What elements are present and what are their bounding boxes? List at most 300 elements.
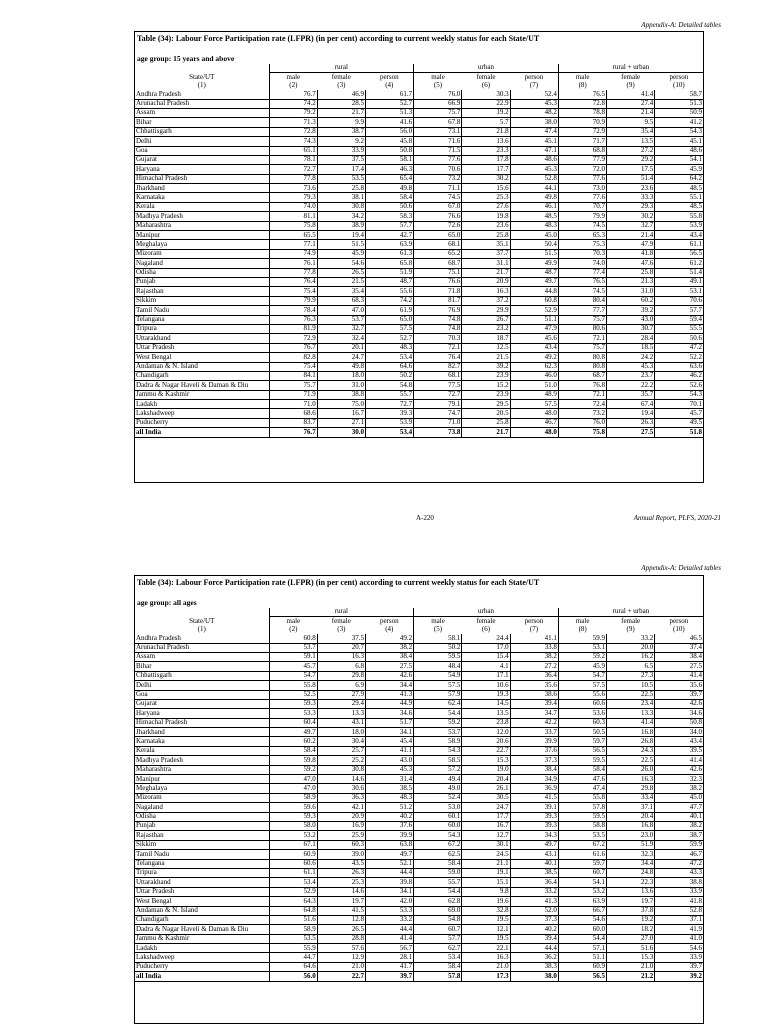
value-cell: 29.2 xyxy=(607,155,655,164)
value-cell: 26.7 xyxy=(462,315,510,324)
value-cell: 16.3 xyxy=(317,652,365,661)
value-cell: 21.7 xyxy=(462,428,510,437)
table-row xyxy=(135,287,703,296)
value-cell: 13.5 xyxy=(607,137,655,146)
value-cell: 45.0 xyxy=(510,231,558,240)
table-row xyxy=(135,756,703,765)
value-cell: 43.4 xyxy=(655,737,703,746)
value-cell: 39.4 xyxy=(510,699,558,708)
value-cell: 43.0 xyxy=(607,315,655,324)
value-cell: 44.4 xyxy=(510,944,558,953)
value-cell: 53.4 xyxy=(365,353,413,362)
value-cell: 34.4 xyxy=(607,859,655,868)
value-cell: 43.1 xyxy=(510,850,558,859)
value-cell: 46.9 xyxy=(317,90,365,99)
value-cell: 56.7 xyxy=(365,944,413,953)
value-cell: 47.4 xyxy=(558,784,606,793)
value-cell: 62.7 xyxy=(414,944,462,953)
value-cell: 16.8 xyxy=(607,728,655,737)
value-cell: 40.1 xyxy=(655,812,703,821)
value-cell: 54.4 xyxy=(414,887,462,896)
value-cell: 44.1 xyxy=(510,184,558,193)
table-row xyxy=(135,165,703,174)
column-number: (1) xyxy=(135,82,269,90)
value-cell: 75.8 xyxy=(269,221,317,230)
value-cell: 67.8 xyxy=(414,118,462,127)
value-cell: 72.4 xyxy=(558,400,606,409)
value-cell: 51.8 xyxy=(655,428,703,437)
value-cell: 65.3 xyxy=(558,231,606,240)
value-cell: 60.6 xyxy=(269,859,317,868)
value-cell: 55.7 xyxy=(365,390,413,399)
value-cell: 58.4 xyxy=(414,962,462,971)
value-cell: 38.4 xyxy=(655,652,703,661)
value-cell: 52.0 xyxy=(510,906,558,915)
value-cell: 17.0 xyxy=(462,643,510,652)
value-cell: 70.1 xyxy=(655,400,703,409)
value-cell: 9.8 xyxy=(462,887,510,896)
value-cell: 49.7 xyxy=(510,840,558,849)
value-cell: 52.1 xyxy=(365,859,413,868)
value-cell: 79.9 xyxy=(558,212,606,221)
value-cell: 12.5 xyxy=(462,343,510,352)
table-row xyxy=(135,193,703,202)
value-cell: 57.5 xyxy=(365,324,413,333)
value-cell: 20.5 xyxy=(462,409,510,418)
value-cell: 76.3 xyxy=(269,315,317,324)
value-cell: 54.4 xyxy=(414,709,462,718)
value-cell: 12.9 xyxy=(317,953,365,962)
value-cell: 19.2 xyxy=(607,915,655,924)
value-cell: 54.6 xyxy=(558,915,606,924)
value-cell: 45.3 xyxy=(607,362,655,371)
table-row xyxy=(135,362,703,371)
value-cell: 80.8 xyxy=(558,362,606,371)
value-cell: 25.8 xyxy=(317,184,365,193)
value-cell: 38.4 xyxy=(510,765,558,774)
table-row xyxy=(135,728,703,737)
value-cell: 42.6 xyxy=(655,765,703,774)
value-cell: 47.0 xyxy=(317,306,365,315)
value-cell: 54.3 xyxy=(655,127,703,136)
state-name-cell: all India xyxy=(135,972,269,981)
state-name-cell: Nagaland xyxy=(135,259,269,268)
value-cell: 46.0 xyxy=(510,371,558,380)
value-cell: 72.1 xyxy=(558,334,606,343)
value-cell: 52.7 xyxy=(365,99,413,108)
value-cell: 23.2 xyxy=(462,324,510,333)
value-cell: 41.5 xyxy=(510,793,558,802)
value-cell: 39.1 xyxy=(510,803,558,812)
sub-header: male xyxy=(269,617,317,626)
value-cell: 18.0 xyxy=(317,371,365,380)
value-cell: 55.8 xyxy=(558,793,606,802)
value-cell: 37.6 xyxy=(365,821,413,830)
value-cell: 47.2 xyxy=(655,859,703,868)
value-cell: 24.8 xyxy=(607,868,655,877)
value-cell: 48.9 xyxy=(510,390,558,399)
value-cell: 43.5 xyxy=(317,859,365,868)
value-cell: 68.6 xyxy=(269,409,317,418)
table-row xyxy=(135,878,703,887)
value-cell: 74.3 xyxy=(269,137,317,146)
value-cell: 58.9 xyxy=(269,925,317,934)
state-name-cell: Assam xyxy=(135,108,269,117)
value-cell: 53.1 xyxy=(655,287,703,296)
value-cell: 84.1 xyxy=(269,371,317,380)
value-cell: 33.2 xyxy=(607,634,655,643)
value-cell: 53.9 xyxy=(655,221,703,230)
state-name-cell: Meghalaya xyxy=(135,784,269,793)
value-cell: 59.5 xyxy=(558,756,606,765)
value-cell: 79.9 xyxy=(269,296,317,305)
value-cell: 75.4 xyxy=(269,287,317,296)
value-cell: 48.0 xyxy=(510,409,558,418)
value-cell: 34.9 xyxy=(510,775,558,784)
value-cell: 71.1 xyxy=(414,184,462,193)
total-row xyxy=(135,972,703,981)
value-cell: 34.6 xyxy=(655,709,703,718)
column-number: (10) xyxy=(673,81,685,90)
value-cell: 42.0 xyxy=(365,897,413,906)
value-cell: 53.3 xyxy=(269,709,317,718)
value-cell: 78.4 xyxy=(269,306,317,315)
state-name-cell: Himachal Pradesh xyxy=(135,718,269,727)
value-cell: 59.0 xyxy=(414,868,462,877)
value-cell: 60.2 xyxy=(269,737,317,746)
table-row xyxy=(135,897,703,906)
table-row xyxy=(135,906,703,915)
state-name-cell: West Bengal xyxy=(135,353,269,362)
value-cell: 21.2 xyxy=(607,972,655,981)
value-cell: 16.8 xyxy=(607,821,655,830)
column-number: (6) xyxy=(481,625,491,634)
value-cell: 36.2 xyxy=(510,953,558,962)
value-cell: 39.3 xyxy=(510,821,558,830)
value-cell: 57.1 xyxy=(558,944,606,953)
value-cell: 52.5 xyxy=(269,690,317,699)
value-cell: 48.2 xyxy=(510,108,558,117)
sub-header: person xyxy=(510,617,558,626)
value-cell: 27.5 xyxy=(607,428,655,437)
value-cell: 76.0 xyxy=(414,90,462,99)
table-row xyxy=(135,249,703,258)
value-cell: 52.6 xyxy=(655,381,703,390)
value-cell: 38.1 xyxy=(317,193,365,202)
table-row xyxy=(135,915,703,924)
value-cell: 40.2 xyxy=(510,925,558,934)
value-cell: 19.4 xyxy=(317,231,365,240)
state-name-cell: Odisha xyxy=(135,268,269,277)
value-cell: 54.3 xyxy=(414,831,462,840)
value-cell: 55.6 xyxy=(558,690,606,699)
table-row xyxy=(135,306,703,315)
value-cell: 22.9 xyxy=(462,99,510,108)
value-cell: 62.8 xyxy=(414,897,462,906)
value-cell: 33.3 xyxy=(607,193,655,202)
value-cell: 82.8 xyxy=(269,353,317,362)
value-cell: 21.5 xyxy=(462,353,510,362)
value-cell: 51.2 xyxy=(365,803,413,812)
value-cell: 47.6 xyxy=(558,775,606,784)
value-cell: 50.6 xyxy=(655,334,703,343)
value-cell: 74.0 xyxy=(558,259,606,268)
table-row xyxy=(135,718,703,727)
value-cell: 47.4 xyxy=(510,127,558,136)
value-cell: 72.8 xyxy=(269,127,317,136)
value-cell: 47.6 xyxy=(607,259,655,268)
value-cell: 73.0 xyxy=(558,184,606,193)
value-cell: 25.7 xyxy=(317,746,365,755)
header-row-numbers xyxy=(135,82,703,90)
value-cell: 58.7 xyxy=(655,90,703,99)
value-cell: 48.3 xyxy=(365,793,413,802)
value-cell: 37.4 xyxy=(655,643,703,652)
sub-header: male xyxy=(558,73,606,82)
value-cell: 21.1 xyxy=(462,859,510,868)
value-cell: 50.5 xyxy=(558,728,606,737)
value-cell: 26.3 xyxy=(317,868,365,877)
value-cell: 60.9 xyxy=(558,962,606,971)
value-cell: 48.3 xyxy=(510,221,558,230)
value-cell: 64.2 xyxy=(655,174,703,183)
value-cell: 53.7 xyxy=(317,315,365,324)
value-cell: 65.4 xyxy=(365,174,413,183)
value-cell: 72.1 xyxy=(414,343,462,352)
value-cell: 42.1 xyxy=(317,803,365,812)
value-cell: 39.9 xyxy=(510,737,558,746)
value-cell: 19.3 xyxy=(462,690,510,699)
page-lower xyxy=(0,560,768,1024)
state-name-cell: Uttarakhand xyxy=(135,878,269,887)
value-cell: 51.4 xyxy=(607,174,655,183)
value-cell: 43.3 xyxy=(655,868,703,877)
value-cell: 58.9 xyxy=(414,737,462,746)
column-number: (2) xyxy=(269,626,317,634)
table-row xyxy=(135,118,703,127)
value-cell: 61.1 xyxy=(655,240,703,249)
value-cell: 32.3 xyxy=(655,775,703,784)
value-cell: 38.8 xyxy=(317,390,365,399)
value-cell: 54.7 xyxy=(558,671,606,680)
value-cell: 27.2 xyxy=(607,146,655,155)
value-cell: 72.7 xyxy=(414,390,462,399)
value-cell: 72.9 xyxy=(558,127,606,136)
sub-header: female xyxy=(462,617,510,626)
value-cell: 69.0 xyxy=(414,906,462,915)
column-number: (9) xyxy=(626,625,635,634)
value-cell: 51.7 xyxy=(365,718,413,727)
value-cell: 17.8 xyxy=(462,155,510,164)
value-cell: 48.4 xyxy=(414,662,462,671)
value-cell: 54.4 xyxy=(558,934,606,943)
value-cell: 52.8 xyxy=(510,174,558,183)
value-cell: 77.8 xyxy=(269,174,317,183)
state-name-cell: Tripura xyxy=(135,868,269,877)
group-header: rural + urban xyxy=(558,608,703,617)
column-number: (5) xyxy=(414,626,462,634)
value-cell: 46.5 xyxy=(655,634,703,643)
value-cell: 19.0 xyxy=(462,765,510,774)
value-cell: 28.4 xyxy=(607,334,655,343)
value-cell: 32.8 xyxy=(462,906,510,915)
value-cell: 68.1 xyxy=(414,371,462,380)
value-cell: 15.1 xyxy=(462,878,510,887)
value-cell: 71.0 xyxy=(414,418,462,427)
value-cell: 30.0 xyxy=(317,428,365,437)
value-cell: 59.8 xyxy=(269,756,317,765)
value-cell: 30.2 xyxy=(607,212,655,221)
value-cell: 22.7 xyxy=(462,746,510,755)
group-header: rural xyxy=(269,608,414,617)
state-name-cell: Andaman & N. Island xyxy=(135,906,269,915)
table-row xyxy=(135,240,703,249)
value-cell: 36.4 xyxy=(510,671,558,680)
value-cell: 68.7 xyxy=(414,259,462,268)
value-cell: 76.7 xyxy=(269,428,317,437)
state-name-cell: Arunachal Pradesh xyxy=(135,643,269,652)
value-cell: 41.1 xyxy=(365,746,413,755)
appendix-label: Appendix-A: Detailed tables xyxy=(641,564,721,572)
value-cell: 41.0 xyxy=(655,934,703,943)
state-name-cell: Goa xyxy=(135,146,269,155)
state-name-cell: Andhra Pradesh xyxy=(135,634,269,643)
value-cell: 63.8 xyxy=(365,840,413,849)
state-name-cell: Chhattisgarh xyxy=(135,127,269,136)
value-cell: 6.9 xyxy=(317,681,365,690)
table-title: Table (34): Labour Force Participation rate (LFPR) (in per cent) according to current weekly status for each State/UT xyxy=(137,34,540,43)
value-cell: 25.8 xyxy=(462,418,510,427)
state-name-cell: West Bengal xyxy=(135,897,269,906)
value-cell: 30.3 xyxy=(462,90,510,99)
value-cell: 55.1 xyxy=(655,193,703,202)
value-cell: 74.5 xyxy=(558,287,606,296)
value-cell: 27.4 xyxy=(607,99,655,108)
value-cell: 9.9 xyxy=(317,118,365,127)
value-cell: 72.9 xyxy=(269,334,317,343)
value-cell: 21.7 xyxy=(317,108,365,117)
value-cell: 20.7 xyxy=(317,643,365,652)
state-name-cell: Sikkim xyxy=(135,296,269,305)
value-cell: 38.6 xyxy=(510,690,558,699)
value-cell: 77.6 xyxy=(558,174,606,183)
table-row xyxy=(135,174,703,183)
value-cell: 74.5 xyxy=(414,193,462,202)
value-cell: 23.4 xyxy=(607,699,655,708)
value-cell: 39.8 xyxy=(365,878,413,887)
sub-header: person xyxy=(365,617,413,626)
state-name-cell: Mizoram xyxy=(135,249,269,258)
sub-header: person xyxy=(365,73,413,82)
value-cell: 20.9 xyxy=(317,812,365,821)
table-title: Table (34): Labour Force Participation rate (LFPR) (in per cent) according to current weekly status for each State/UT xyxy=(137,578,540,587)
value-cell: 19.1 xyxy=(462,868,510,877)
value-cell: 31.1 xyxy=(462,259,510,268)
value-cell: 51.0 xyxy=(510,381,558,390)
value-cell: 25.8 xyxy=(607,268,655,277)
value-cell: 30.4 xyxy=(317,737,365,746)
value-cell: 39.4 xyxy=(510,934,558,943)
value-cell: 34.3 xyxy=(510,831,558,840)
table-row xyxy=(135,634,703,643)
value-cell: 38.9 xyxy=(317,221,365,230)
sub-header: male xyxy=(414,617,462,626)
value-cell: 27.1 xyxy=(317,418,365,427)
value-cell: 76.5 xyxy=(558,277,606,286)
table-row xyxy=(135,868,703,877)
value-cell: 58.4 xyxy=(365,193,413,202)
value-cell: 28.8 xyxy=(317,934,365,943)
value-cell: 55.8 xyxy=(655,212,703,221)
value-cell: 74.8 xyxy=(414,324,462,333)
value-cell: 52.7 xyxy=(365,334,413,343)
state-name-cell: Manipur xyxy=(135,231,269,240)
value-cell: 18.0 xyxy=(317,728,365,737)
value-cell: 26.8 xyxy=(607,737,655,746)
value-cell: 6.8 xyxy=(317,662,365,671)
value-cell: 77.4 xyxy=(558,268,606,277)
value-cell: 78.8 xyxy=(558,108,606,117)
value-cell: 17.4 xyxy=(317,165,365,174)
value-cell: 21.4 xyxy=(607,108,655,117)
state-name-cell: Odisha xyxy=(135,812,269,821)
table-row xyxy=(135,859,703,868)
value-cell: 26.5 xyxy=(317,268,365,277)
value-cell: 54.8 xyxy=(365,381,413,390)
value-cell: 53.6 xyxy=(558,709,606,718)
value-cell: 59.3 xyxy=(269,812,317,821)
value-cell: 37.3 xyxy=(510,756,558,765)
table-row xyxy=(135,784,703,793)
value-cell: 27.5 xyxy=(365,662,413,671)
value-cell: 21.5 xyxy=(317,277,365,286)
value-cell: 60.3 xyxy=(317,840,365,849)
value-cell: 30.6 xyxy=(317,784,365,793)
value-cell: 48.6 xyxy=(655,146,703,155)
group-header: urban xyxy=(414,608,559,617)
value-cell: 45.7 xyxy=(269,662,317,671)
value-cell: 26.5 xyxy=(317,925,365,934)
value-cell: 77.6 xyxy=(558,193,606,202)
value-cell: 29.8 xyxy=(317,671,365,680)
state-name-cell: Bihar xyxy=(135,662,269,671)
value-cell: 60.7 xyxy=(414,925,462,934)
value-cell: 24.7 xyxy=(317,353,365,362)
value-cell: 67.0 xyxy=(414,202,462,211)
value-cell: 39.7 xyxy=(655,962,703,971)
header-row-groups xyxy=(135,64,703,73)
value-cell: 19.7 xyxy=(317,897,365,906)
table-row xyxy=(135,259,703,268)
value-cell: 75.7 xyxy=(558,315,606,324)
value-cell: 56.5 xyxy=(558,746,606,755)
column-number: (1) xyxy=(135,626,269,634)
value-cell: 35.7 xyxy=(607,390,655,399)
value-cell: 76.5 xyxy=(558,90,606,99)
table-row xyxy=(135,381,703,390)
state-name-cell: Andaman & N. Island xyxy=(135,362,269,371)
value-cell: 44.4 xyxy=(365,925,413,934)
value-cell: 62.3 xyxy=(510,362,558,371)
lfpr-table xyxy=(135,608,703,982)
value-cell: 22.5 xyxy=(607,756,655,765)
value-cell: 61.9 xyxy=(365,306,413,315)
value-cell: 15.2 xyxy=(462,381,510,390)
value-cell: 60.3 xyxy=(558,718,606,727)
value-cell: 45.3 xyxy=(510,99,558,108)
value-cell: 45.6 xyxy=(510,334,558,343)
value-cell: 17.5 xyxy=(607,165,655,174)
